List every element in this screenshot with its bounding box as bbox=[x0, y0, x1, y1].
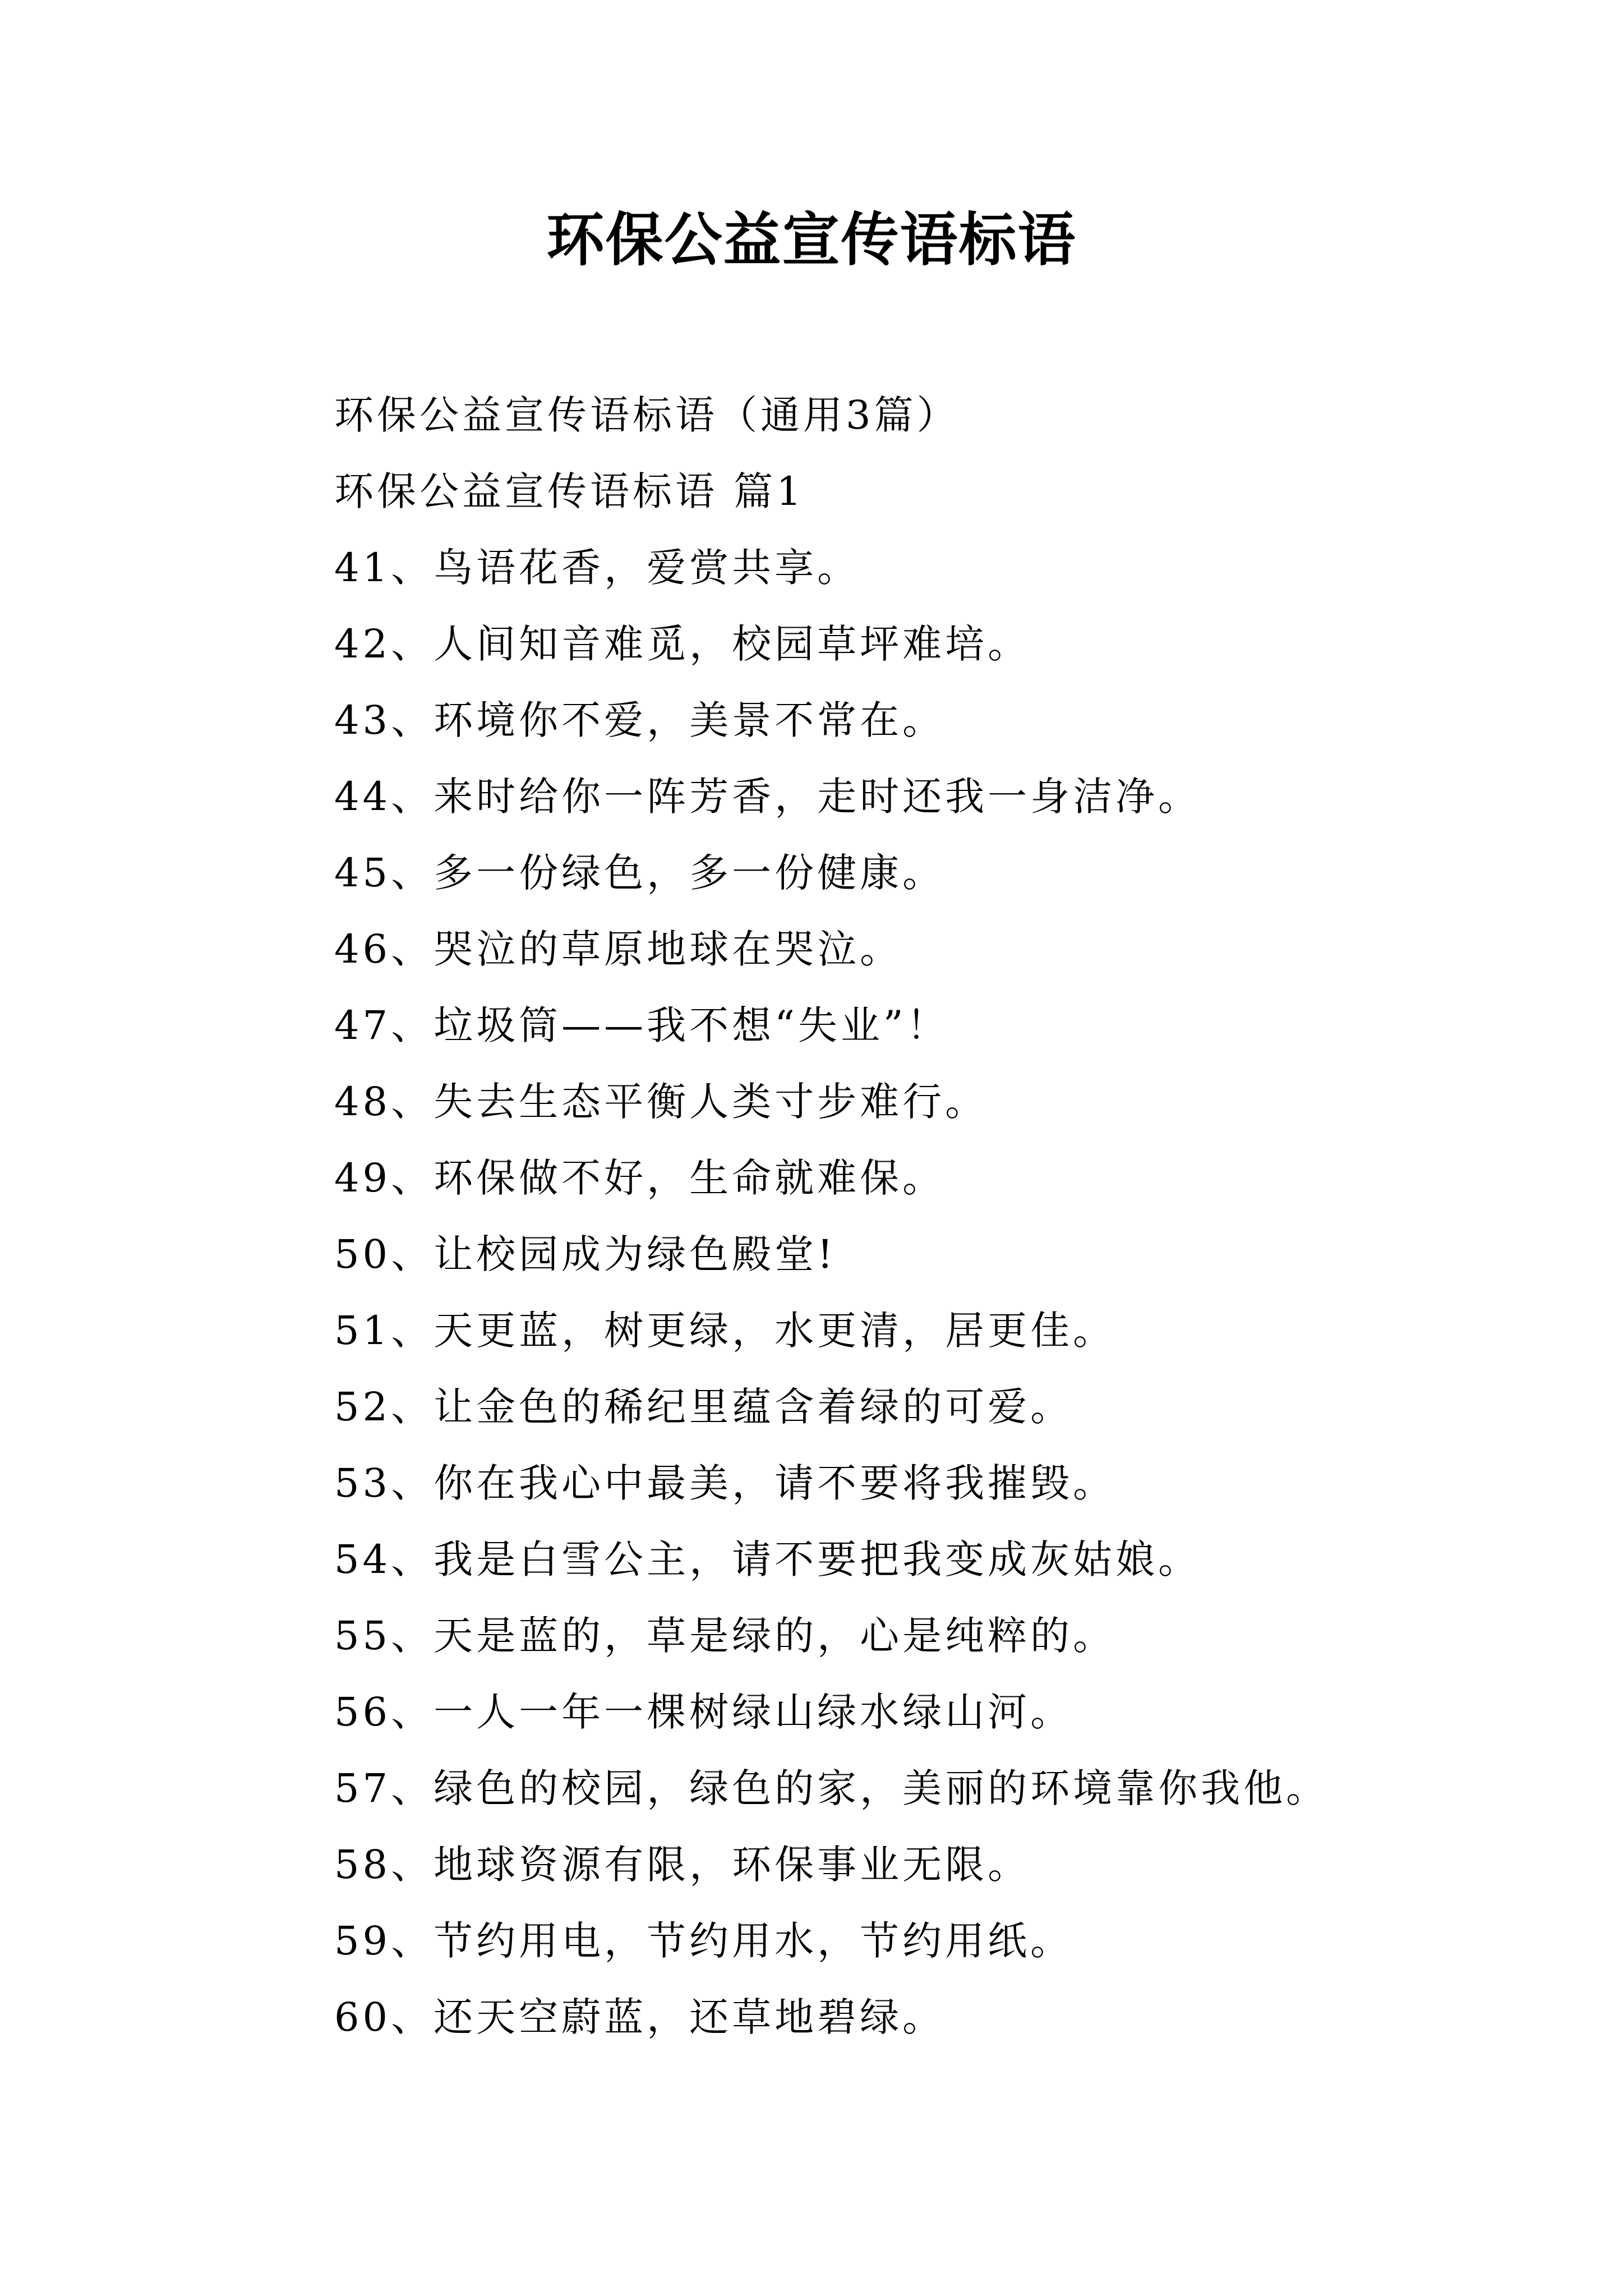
slogan-line: 56、一人一年一棵树绿山绿水绿山河。 bbox=[334, 1689, 1073, 1735]
slogan-line: 47、垃圾筒——我不想“失业”！ bbox=[334, 1002, 949, 1048]
slogan-line: 41、鸟语花香，爱赏共享。 bbox=[334, 545, 860, 591]
slogan-line: 53、你在我心中最美，请不要将我摧毁。 bbox=[334, 1460, 1116, 1506]
slogan-line: 46、哭泣的草原地球在哭泣。 bbox=[334, 926, 903, 972]
slogan-line: 57、绿色的校园，绿色的家，美丽的环境靠你我他。 bbox=[334, 1765, 1329, 1811]
slogan-line: 50、让校园成为绿色殿堂! bbox=[334, 1231, 837, 1277]
document-body bbox=[334, 377, 1568, 2055]
slogan-line: 44、来时给你一阵芳香，走时还我一身洁净。 bbox=[334, 774, 1201, 820]
slogan-line: 48、失去生态平衡人类寸步难行。 bbox=[334, 1079, 988, 1125]
section-heading: 环保公益宣传语标语 篇1 bbox=[334, 468, 805, 514]
slogan-line: 43、环境你不爱，美景不常在。 bbox=[334, 697, 946, 743]
document-title: 环保公益宣传语标语 bbox=[546, 206, 1077, 274]
slogan-line: 49、环保做不好，生命就难保。 bbox=[334, 1155, 946, 1201]
slogan-line: 58、地球资源有限，环保事业无限。 bbox=[334, 1842, 1031, 1888]
slogan-line: 42、人间知音难觅，校园草坪难培。 bbox=[334, 621, 1031, 667]
slogan-line: 45、多一份绿色，多一份健康。 bbox=[334, 850, 946, 896]
slogan-line: 59、节约用电，节约用水，节约用纸。 bbox=[334, 1918, 1073, 1964]
slogan-line: 52、让金色的稀纪里蕴含着绿的可爱。 bbox=[334, 1384, 1073, 1430]
slogan-line: 51、天更蓝，树更绿，水更清，居更佳。 bbox=[334, 1308, 1116, 1354]
slogan-line: 55、天是蓝的，草是绿的，心是纯粹的。 bbox=[334, 1613, 1116, 1659]
slogan-line: 54、我是白雪公主，请不要把我变成灰姑娘。 bbox=[334, 1536, 1201, 1582]
slogan-line: 60、还天空蔚蓝，还草地碧绿。 bbox=[334, 1994, 946, 2040]
document-subtitle: 环保公益宣传语标语（通用3篇） bbox=[334, 392, 960, 438]
